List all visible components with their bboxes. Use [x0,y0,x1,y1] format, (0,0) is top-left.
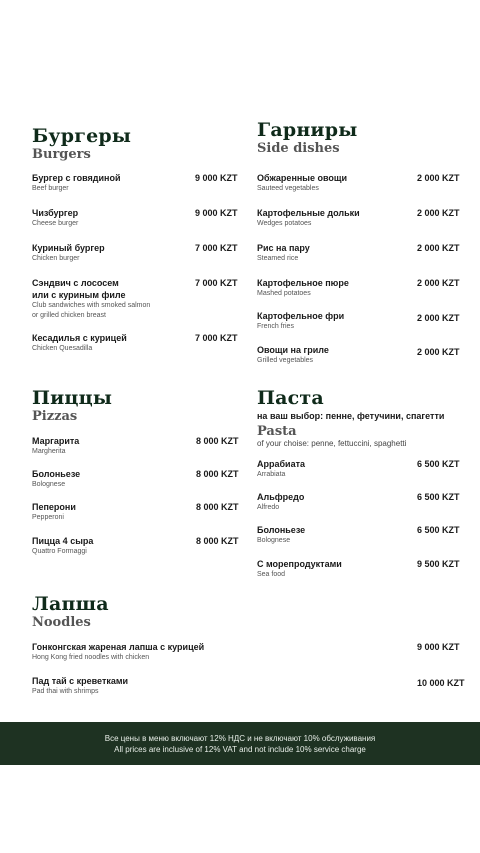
item-name-ru: Овощи на гриле [257,345,329,355]
noodles-title-en: Noodles [32,615,91,630]
menu-item-pepperoni [32,501,76,523]
item-name-ru: Куриный бургер [32,243,105,253]
item-name-en: Bolognese [32,481,66,488]
item-name-en: Chicken Quesadilla [32,345,93,352]
item-price: 6 500 KZT [417,459,460,469]
burgers-title-ru: Бургеры [32,125,132,147]
item-name-ru: Кесадилья с курицей [32,333,127,343]
menu-item-steamed-rice [257,242,310,264]
item-price: 9 000 KZT [195,208,238,218]
item-name-en: Pad thai with shrimps [32,688,99,695]
item-name-en: Hong Kong fried noodles with chicken [32,654,150,661]
menu-item-club-sandwich [32,277,150,321]
menu-item-arrabiata [257,458,305,480]
item-name-en: Cheese burger [32,220,79,227]
menu-item-hong-kong-noodles [32,641,204,663]
item-name-en: Alfredo [257,504,280,511]
menu-item-chicken-burger [32,242,105,264]
pasta-note-en: of your choise: penne, fettuccini, spaghetti [257,439,407,448]
item-name-en: Mashed potatoes [257,290,311,297]
sides-title-en: Side dishes [257,141,340,156]
footer-note-en: All prices are inclusive of 12% VAT and not include 10% service charge [114,745,366,754]
item-name-en: French fries [257,323,294,330]
item-price: 8 000 KZT [196,436,239,446]
item-name-ru: Обжаренные овощи [257,173,348,183]
menu-item-mashed-potatoes [257,277,349,299]
item-name-en: Margherita [32,448,66,455]
item-price: 8 000 KZT [196,469,239,479]
burgers-section [32,126,131,162]
item-name-ru: Пеперони [32,502,76,512]
item-price: 2 000 KZT [417,208,460,218]
item-price: 2 000 KZT [417,278,460,288]
item-name-en: Beef burger [32,185,69,192]
menu-item-wedges-potatoes [257,207,360,229]
pizzas-title-ru: Пиццы [32,387,113,409]
item-name-ru: Картофельное фри [257,311,345,321]
item-name-ru: С морепродуктами [257,559,342,569]
footer-note-ru: Все цены в меню включают 12% НДС и не включают 10% обслуживания [104,734,376,743]
menu-item-pad-thai [32,675,128,697]
item-name-en: Wedges potatoes [257,220,312,227]
item-name-ru: Бургер с говядиной [32,173,121,183]
item-name-en: Grilled vegetables [257,357,314,364]
item-name-ru: Маргарита [32,436,80,446]
item-price: 9 500 KZT [417,559,460,569]
item-name-ru: Аррабиата [257,459,306,469]
item-name-ru: Альфредо [257,492,305,502]
menu-item-grilled-vegetables [257,344,329,366]
item-name-ru: Картофельное пюре [257,278,349,288]
menu-item-cheese-burger [32,207,78,229]
item-price: 7 000 KZT [195,278,238,288]
menu-item-margherita [32,435,79,457]
item-name-ru: Болоньезе [32,469,81,479]
item-name-ru: Болоньезе [257,525,306,535]
item-price: 8 000 KZT [196,536,239,546]
item-name-en: Club sandwiches with smoked salmon or grilled chicken breast [32,302,151,319]
sides-title-ru: Гарниры [257,119,358,141]
item-name-ru: Картофельные дольки [257,208,360,218]
item-price: 2 000 KZT [417,173,460,183]
noodles-title-ru: Лапша [32,593,109,615]
item-name-en: Bolognese [257,537,291,544]
pasta-title-ru: Паста [257,387,324,409]
pasta-title-en: Pasta [257,424,297,439]
item-name-ru: Пад тай с креветками [32,676,129,686]
item-name-ru: Чизбургер [32,208,79,218]
menu-item-quesadilla [32,332,127,354]
item-name-en: Quattro Formaggi [32,548,87,555]
item-name-en: Pepperoni [32,514,64,521]
item-name-ru: Пицца 4 сыра [32,536,94,546]
menu-item-bolognese-pizza [32,468,80,490]
pasta-note-ru: на ваш выбор: пенне, фетучини, спагетти [257,411,445,421]
pizzas-section [32,388,112,424]
item-price: 10 000 KZT [417,678,465,688]
item-price: 6 500 KZT [417,525,460,535]
pizzas-title-en: Pizzas [32,409,78,424]
footer-banner [0,722,480,765]
item-price: 8 000 KZT [196,502,239,512]
menu-item-sauteed-vegetables [257,172,347,194]
item-name-en: Chicken burger [32,255,80,262]
burgers-title-en: Burgers [32,147,91,162]
item-name-ru: Гонконгская жареная лапша с курицей [32,642,205,652]
item-name-en: Sauteed vegetables [257,185,319,192]
menu-item-beef-burger [32,172,121,194]
item-price: 2 000 KZT [417,347,460,357]
menu-item-quattro-formaggi [32,535,93,557]
item-price: 2 000 KZT [417,243,460,253]
noodles-section [32,594,109,630]
item-price: 7 000 KZT [195,243,238,253]
item-price: 2 000 KZT [417,313,460,323]
item-name-en: Arrabiata [257,471,286,478]
item-price: 9 000 KZT [195,173,238,183]
item-name-ru: Сэндвич с лососем или с куриным филе [32,278,126,300]
item-name-ru: Рис на пару [257,243,310,253]
menu-item-bolognese-pasta [257,524,305,546]
item-price: 7 000 KZT [195,333,238,343]
menu-item-french-fries [257,310,344,332]
menu-item-sea-food [257,558,342,580]
sides-section [257,120,357,156]
item-name-en: Sea food [257,571,286,578]
item-name-en: Steamed rice [257,255,299,262]
menu-item-alfredo [257,491,304,513]
item-price: 9 000 KZT [417,642,460,652]
item-price: 6 500 KZT [417,492,460,502]
pasta-section [257,388,444,449]
